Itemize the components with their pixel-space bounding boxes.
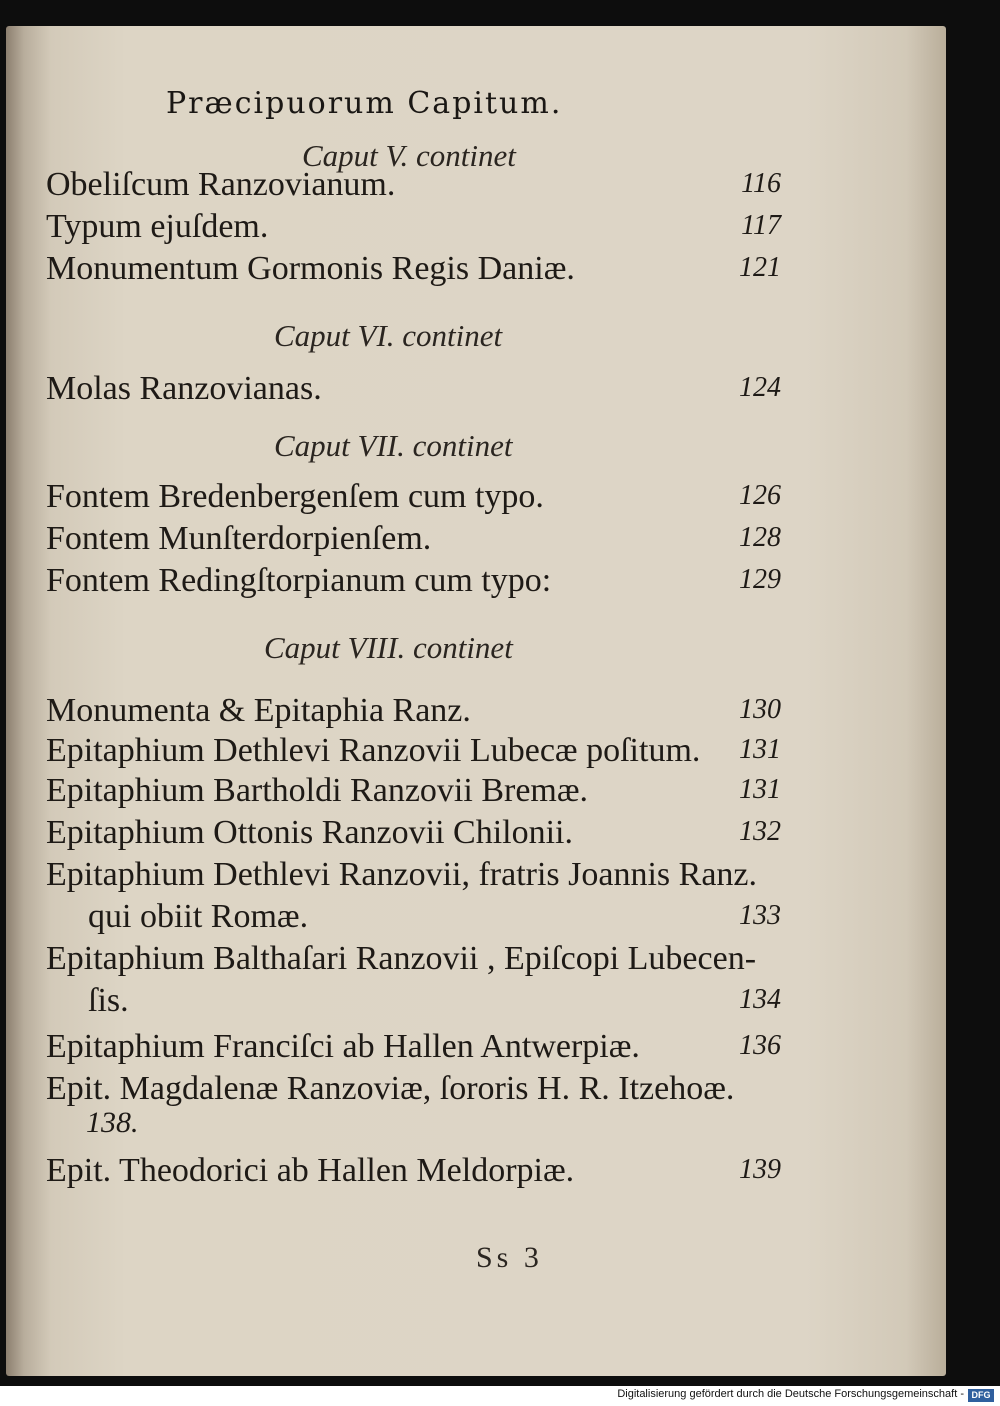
list-item: [46, 772, 781, 816]
list-item: [46, 940, 781, 984]
section-heading: Caput VII. continet: [274, 428, 513, 463]
list-item-continuation: [46, 1106, 781, 1150]
list-item: [46, 520, 781, 564]
entry-title: Epitaphium Dethlevi Ranzovii Lubecæ poſitum.: [46, 732, 701, 769]
page-number: 136: [739, 1030, 781, 1061]
entry-title: Epitaphium Franciſci ab Hallen Antwerpiæ.: [46, 1028, 640, 1065]
entry-title: Epit. Theodorici ab Hallen Meldorpiæ.: [46, 1152, 575, 1189]
entry-continuation: 138.: [86, 1106, 139, 1139]
list-item: [46, 732, 781, 776]
running-header: Præcipuorum Capitum.: [166, 86, 563, 121]
footer-credit: Digitalisierung gefördert durch die Deutsche Forschungsgemeinschaft -: [617, 1388, 964, 1400]
list-item: [46, 1028, 781, 1072]
entry-title: Epitaphium Balthaſari Ranzovii , Epiſcopi Lubecen-: [46, 940, 757, 977]
list-item: [46, 370, 781, 414]
section-heading: Caput VIII. continet: [264, 630, 513, 665]
list-item: [46, 856, 781, 900]
page-number: 139: [739, 1154, 781, 1185]
list-item: [46, 166, 781, 210]
page-number: 128: [739, 522, 781, 553]
page-number: 134: [739, 984, 781, 1015]
list-item-continuation: [46, 982, 781, 1026]
list-item-continuation: [46, 898, 781, 942]
section-heading: Caput V. continet: [302, 138, 516, 173]
page-number: 126: [739, 480, 781, 511]
entry-title: Typum ejuſdem.: [46, 208, 269, 245]
list-item: [46, 208, 781, 252]
page-number: 129: [739, 564, 781, 595]
entry-title: Fontem Munſterdorpienſem.: [46, 520, 432, 557]
entry-title: Fontem Redingſtorpianum cum typo:: [46, 562, 552, 599]
signature-mark: Ss 3: [476, 1241, 543, 1274]
page-number: 117: [741, 210, 781, 241]
entry-continuation: qui obiit Romæ.: [88, 898, 309, 935]
entry-title: Fontem Bredenbergenſem cum typo.: [46, 478, 544, 515]
entry-title: Molas Ranzovianas.: [46, 370, 322, 407]
section-heading: Caput VI. continet: [274, 318, 503, 353]
footer-bar: [0, 1386, 1000, 1406]
list-item: [46, 250, 781, 294]
page-number: 124: [739, 372, 781, 403]
list-item: [46, 814, 781, 858]
page-number: 130: [739, 694, 781, 725]
page-number: 131: [739, 774, 781, 805]
page-number: 131: [739, 734, 781, 765]
list-item: [46, 1152, 781, 1196]
list-item: [46, 478, 781, 522]
entry-title: Epitaphium Bartholdi Ranzovii Bremæ.: [46, 772, 589, 809]
list-item: [46, 692, 781, 736]
entry-continuation: ſis.: [88, 982, 129, 1019]
page-number: 132: [739, 816, 781, 847]
entry-title: Epit. Magdalenæ Ranzoviæ, ſororis H. R. Itzehoæ.: [46, 1070, 735, 1107]
list-item: [46, 562, 781, 606]
entry-title: Epitaphium Dethlevi Ranzovii, fratris Joannis Ranz.: [46, 856, 758, 893]
page-number: 116: [741, 168, 781, 199]
page-number: 133: [739, 900, 781, 931]
page-number: 121: [739, 252, 781, 283]
entry-title: Monumentum Gormonis Regis Daniæ.: [46, 250, 575, 287]
entry-title: Epitaphium Ottonis Ranzovii Chilonii.: [46, 814, 573, 851]
entry-title: Obeliſcum Ranzovianum.: [46, 166, 396, 203]
book-page: [6, 26, 946, 1376]
entry-title: Monumenta & Epitaphia Ranz.: [46, 692, 471, 729]
dfg-logo-icon: DFG: [968, 1389, 994, 1402]
